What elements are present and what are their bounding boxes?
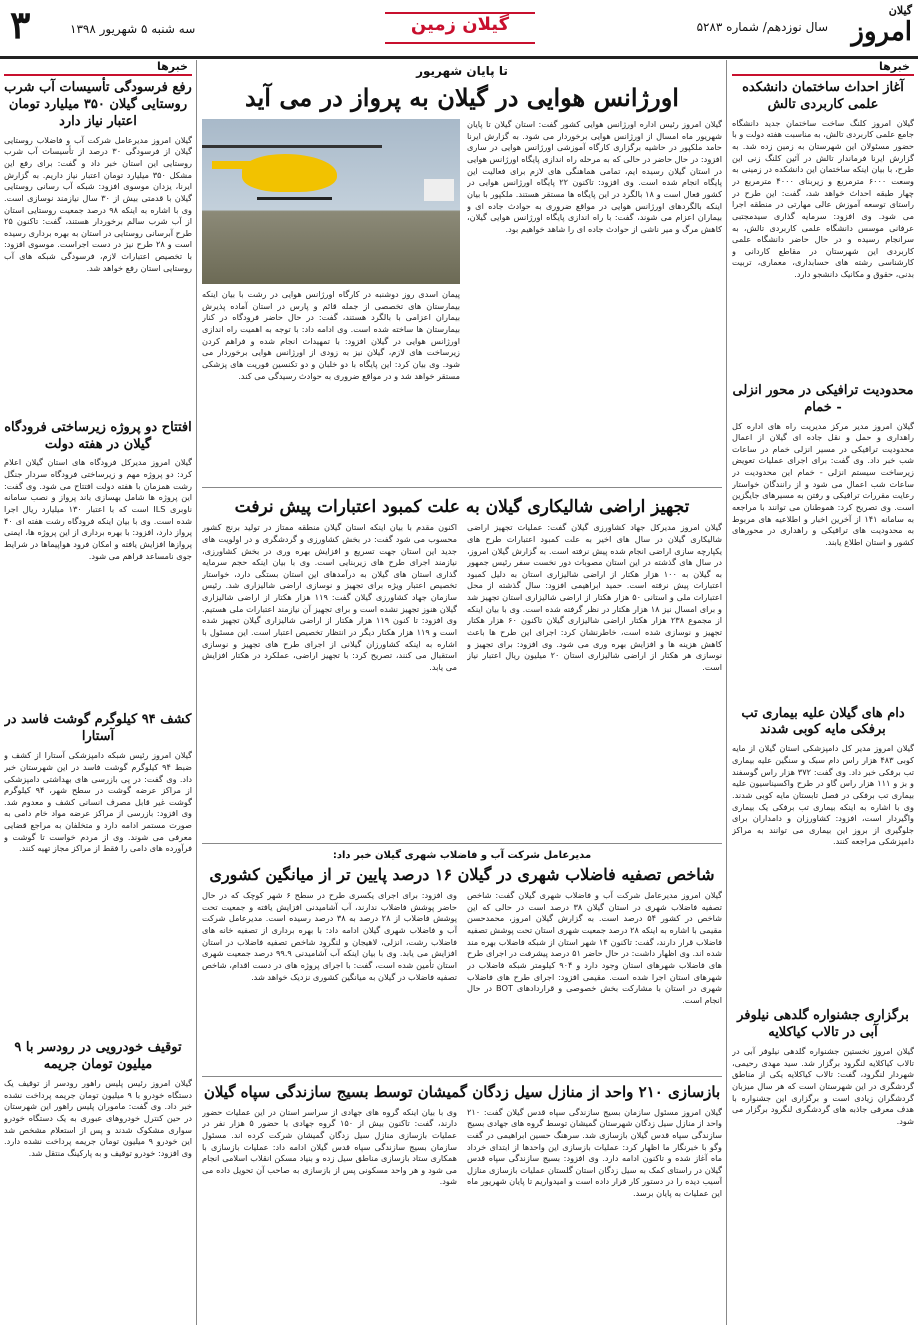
article-kicker: مدیرعامل شرکت آب و فاضلاب شهری گیلان خبر داد:	[332, 850, 592, 862]
article-body: وی با بیان اینکه گروه های جهادی از سراسر استان در این عملیات حضور دارند، گفت: تاکنون بیش از ۱۵۰ گروه جهادی با حضور ۵ هزار نفر در عملیات بازسازی منازل سیل زدگان گمیشان شرکت کرده اند. مسئول سازمان بسیج سازندگی سپاه قدس گیلان ادامه داد: عملیات بازسازی با همکاری ستاد بازسازی مناطق سیل زده و بنیاد مسکن انقلاب اسلامی انجام می شود و هر واحد مسکونی پس از بازسازی به صاحب آن تحویل داده می شود.	[202, 1106, 457, 1187]
article-title: توقیف خودرویی در رودسر با ۹ میلیون تومان جریمه	[14, 1040, 182, 1073]
article-kicker: تا پایان شهریور	[416, 64, 508, 78]
article-title: محدودیت ترافیکی در محور انزلی - خمام	[732, 382, 914, 415]
divider	[202, 843, 722, 844]
rotor-shape	[202, 145, 382, 148]
right-column	[732, 60, 914, 1325]
column-divider-right	[726, 60, 727, 1325]
article-title: رفع فرسودگی تأسیسات آب شرب روستایی گیلان ۳۵۰ میلیارد تومان اعتبار نیاز دارد	[4, 80, 192, 129]
divider	[202, 1076, 722, 1077]
left-column-header: خبرها	[4, 60, 192, 76]
article-body: گیلان امروز نخستین جشنواره گلدهی نیلوفر آبی در تالاب کیاکلایه لنگرود برگزار شد. سید مهدی رحیمی، شهردار لنگرود، گفت: تالاب کیاکلایه یکی از مناطق گردشگری در این شهرستان است که هر سال میزبان گردشگران زیادی است و برگزاری این جشنواره با هدف معرفی جاذبه های گردشگری لنگرود برگزار می شود.	[732, 1046, 914, 1126]
article-body: اکنون مقدم با بیان اینکه استان گیلان منطقه ممتاز در تولید برنج کشور محسوب می شود گفت: در بخش کشاورزی و گردشگری و در اولویت های جدید این استان جهت تسریع و افزایش بهره وری در بخش کشاورزی، نیازمند اجرای طرح های زیربنایی است. وی با بیان اینکه حجم سرمایه گذاری استان های گیلان به درآمدهای این استان بستگی دارد، خواستار تخصیص اعتبار ویژه برای تجهیز و نوسازی اراضی شالیزاری شد. رئیس سازمان جهاد کشاورزی گیلان گفت: ۱۱۹ هزار هکتار از اراضی شالیزاری گیلان هنوز تجهیز نشده است و برای تجهیز آن نیازمند اعتبارات ملی هستیم. وی افزود: تا کنون ۱۱۹ هزار هکتار از اراضی شالیزاری گیلان تجهیز شده است و ۱۱۹ هزار هکتار دیگر در انتظار تخصیص اعتبار است. این مسئول با اشاره به اینکه کشاورزان گیلانی از اجرای طرح های تجهیز و نوسازی استقبال می کنند، تصریح کرد: با تجهیز اراضی، عملکرد در هکتار افزایش می یابد.	[202, 522, 457, 672]
helicopter-body-shape	[242, 154, 337, 192]
issue-date: سه شنبه ۵ شهریور ۱۳۹۸	[70, 22, 196, 36]
article-body: گیلان امروز مدیر مرکز مدیریت راه های اداره کل راهداری و حمل و نقل جاده ای گیلان از اعمال محدودیت ترافیکی در مسیر انزلی خمام در ساعات شب خبر داد. وی گفت: برای اجرای عملیات تعویض زیرساخت سیستم انزلی - خمام این محدودیت در ساعات شب اعمال می شود و از رانندگان خواستار رعایت مقررات ترافیکی و رفتن به مسیرهای جایگزین است. وی تصریح کرد: هموطنان می توانند با مراجعه به سامانه ۱۴۱ از آخرین اخبار و اطلاعیه های مربوط به محدودیت های ترافیکی و راهداری در محورهای کشور و استان اطلاع یابند.	[732, 420, 914, 547]
article-body: گیلان امروز کلنگ ساخت ساختمان جدید دانشگاه جامع علمی کاربردی تالش، به مناسبت هفته دولت و با حضور مسئولان این شهرستان به زمین زده شد. به گزارش ایرنا فرماندار تالش در آئین کلنگ زنی این طرح، با بیان اینکه ساختمان این دانشکده در زمینی به وسعت ۶۰۰۰ مترمربع و زیربنای ۴۰۰۰ مترمربع در چهار طبقه احداث خواهد شد، گفت: این طرح در راستای توسعه آموزش عالی مهارتی در منطقه اجرا می شود. وی افزود: سرمایه گذاری سیدمجتبی عرفانی موسس دانشگاه علمی کاربردی تالش، به سرانجام رسیده و در حال حاضر دانشگاه علمی کاربردی این شهرستان در مقاطع کاردانی و کارشناسی رشته های حسابداری، معماری، تربیت بدنی، حقوق و مکانیک دانشجو دارد.	[732, 117, 914, 280]
lead-headline: اورژانس هوایی در گیلان به پرواز در می آید	[245, 83, 679, 112]
article-title: برگزاری جشنواره گلدهی نیلوفر آبی در تالاب کیاکلایه	[737, 1008, 909, 1041]
article-title: دام های گیلان علیه بیماری تب برفکی مایه کوبی شدند	[741, 705, 905, 738]
article-title: آغاز احداث ساختمان دانشکده علمی کاربردی تالش	[742, 80, 904, 112]
left-column	[4, 60, 192, 1325]
right-column-header: خبرها	[732, 60, 914, 76]
article-body: وی افزود: برای اجرای یکسری طرح در سطح ۶ شهر کوچک که در حال حاضر پوشش فاضلاب ندارند، آب آشامیدنی افزایش یافته و جمعیت تحت پوشش فاضلاب از ۲۸ درصد به ۳۸ درصد رسیده است. مدیرعامل شرکت آب و فاضلاب شهری گیلان ادامه داد: با بهره برداری از تصفیه خانه های فاضلاب رشت، انزلی، لاهیجان و لنگرود شاخص تصفیه فاضلاب در استان افزایش می یابد. وی با بیان اینکه آب آشامیدنی ۹۹.۹ درصد جمعیت شهری استان تأمین شده است، گفت: با اجرای پروژه های در دست اقدام، شاخص تصفیه فاضلاب در گیلان به میانگین کشوری نزدیک خواهد شد.	[202, 890, 457, 982]
center-column	[202, 64, 722, 1326]
article-title: بازسازی ۲۱۰ واحد از منازل سیل زدگان گمیشان توسط بسیج سازندگی سپاه گیلان	[203, 1083, 721, 1102]
page-number: ۳	[10, 2, 31, 47]
logo-text: امروز	[851, 17, 912, 47]
newspaper-logo	[851, 4, 912, 47]
building-shape	[424, 179, 454, 201]
skid-shape	[257, 197, 332, 200]
article-body: گیلان امروز مدیرعامل شرکت آب و فاضلاب شهری گیلان گفت: شاخص تصفیه فاضلاب شهری در استان گیلان ۳۸ درصد است در حالی که این شاخص در کشور ۵۴ درصد است. به گزارش گیلان امروز، محمدحسن مقیمی با اشاره به اینکه ۲۸ درصد جمعیت شهری استان تحت پوشش تصفیه فاضلاب قرار دارند، گفت: تاکنون ۱۴ شهر استان از شبکه فاضلاب بهره مند شده اند. وی اظهار داشت: در حال حاضر ۵۱ درصد پیشرفت در اجرای طرح های فاضلاب شهرهای استان وجود دارد و ۹۰۴ کیلومتر شبکه فاضلاب در شهرهای استان اجرا شده است. مقیمی افزود: اجرای طرح های فاضلاب شهری در استان با مشارکت بخش خصوصی و قراردادهای BOT در حال انجام است.	[467, 890, 722, 1005]
column-divider-left	[196, 60, 197, 1325]
article-body: گیلان امروز رئیس پلیس راهور رودسر از توقیف یک دستگاه خودرو با ۹ میلیون تومان جریمه پرداخت نشده خبر داد. وی گفت: ماموران پلیس راهور این شهرستان در حین کنترل خودروهای عبوری به یک دستگاه خودرو سواری مشکوک شدند و پس از استعلام مشخص شد این خودرو ۹ میلیون تومان جریمه پرداخت نشده دارد. وی افزود: خودرو توقیف و به پارکینگ منتقل شد.	[4, 1078, 192, 1158]
article-title: تجهیز اراضی شالیکاری گیلان به علت کمبود اعتبارات پیش نرفت	[234, 497, 690, 518]
helicopter-photo	[202, 119, 460, 284]
article-title: شاخص تصفیه فاضلاب شهری در گیلان ۱۶ درصد پایین تر از میانگین کشوری	[209, 865, 715, 885]
article-title: افتتاح دو پروژه زیرساختی فرودگاه گیلان در هفته دولت	[4, 419, 192, 452]
section-title: گیلان زمین	[385, 12, 535, 44]
article-body: گیلان امروز رئیس اداره اورژانس هوایی کشور گفت: استان گیلان تا پایان شهریور ماه امسال از اورژانس هوایی برخوردار می شود. به گزارش ایرنا حامد ملکپور در حاشیه برگزاری کارگاه آموزشی اورژانس هوایی در ساری افزود: در حال حاضر در حالی که به مرحله راه اندازی پایگاه اورژانس هوایی در استان گیلان رسیده ایم، تمامی هماهنگی های لازم برای فعالیت این پایگاه انجام شده است. وی افزود: تاکنون ۲۲ پایگاه اورژانس هوایی در کشور فعال است و ۱۸ بالگرد در این پایگاه ها مستقر هستند. ملکپور با بیان اینکه بالگردهای اورژانس هوایی در مواقع ضروری به حوادث جاده ای و بیماران اعزام می شوند، گفت: با راه اندازی پایگاه اورژانس هوایی گیلان، کاهش مرگ و میر ناشی از حوادث جاده ای را شاهد خواهیم بود.	[467, 119, 722, 234]
article-body: گیلان امروز رئیس شبکه دامپزشکی آستارا از کشف و ضبط ۹۴ کیلوگرم گوشت فاسد در این شهرستان خبر داد. وی گفت: در پی بازرسی های بهداشتی دامپزشکی از مراکز عرضه گوشت در سطح شهر، ۹۴ کیلوگرم گوشت غیر قابل مصرف انسانی کشف و معدوم شد. وی افزود: بازرسی از مراکز عرضه مواد خام دامی به صورت مستمر ادامه دارد و متخلفان به مراجع قضایی معرفی می شوند. وی از مردم خواست تا گوشت و فرآورده های دامی را فقط از مراکز مجاز تهیه کنند.	[4, 750, 192, 854]
article-body: گیلان امروز مدیرکل جهاد کشاورزی گیلان گفت: عملیات تجهیز اراضی شالیکاری گیلان در سال های اخیر به علت کمبود اعتبارات طرح های یکپارچه سازی اراضی انجام شده پیش نرفته است. به گزارش گیلان امروز، در سال های گذشته در این استان مصوبات دور نخست سفر رئیس جمهور به گیلان به ۱۰۰ هزار هکتار از اراضی شالیزاری استان به دلیل کمبود اعتبارات پیش نرفته است. حمید ابراهیمی افزود: سال گذشته از محل اعتبارات ملی و استانی ۵۰ هزار هکتار از اراضی شالیزاری استان تجهیز شد و برای امسال نیز ۱۸ هزار هکتار در نظر گرفته شده است. وی با بیان اینکه از مجموع ۲۳۸ هزار هکتار اراضی شالیزاری گیلان تاکنون ۶۰ هزار هکتار تجهیز و نوسازی شده است، خاطرنشان کرد: اجرای این طرح ها باعث کاهش هزینه ها و افزایش بهره وری می شود. وی افزود: برای تجهیز و نوسازی هر هکتار از اراضی شالیزاری استان ۲۰ میلیون ریال اعتبار نیاز است.	[467, 522, 722, 672]
logo-sub: گیلان	[888, 4, 912, 17]
divider	[202, 487, 722, 488]
article-title: کشف ۹۴ کیلوگرم گوشت فاسد در آستارا	[4, 712, 192, 745]
article-body: گیلان امروز مدیرعامل شرکت آب و فاضلاب روستایی گیلان از فرسودگی ۳۰ درصد از تأسیسات آب شرب روستایی این استان خبر داد و گفت: برای رفع این مشکل ۳۵۰ میلیارد تومان اعتبار نیاز داریم. به گزارش ایرنا، یزدان موسوی افزود: شبکه آب رسانی روستایی گیلان با قدمتی بیش از ۳۰ سال نیازمند نوسازی است. وی با اشاره به اینکه ۹۸ درصد جمعیت روستایی استان از آب شرب سالم برخوردار هستند، گفت: تاکنون ۲۵ طرح آبرسانی روستایی در استان به بهره برداری رسیده است و ۲۸ طرح نیز در دست اجراست. موسوی افزود: با تخصیص اعتبارات لازم، فرسودگی شبکه های آب روستایی استان رفع خواهد شد.	[4, 134, 192, 273]
masthead	[0, 0, 918, 59]
issue-number: سال نوزدهم/ شماره ۵۲۸۳	[696, 20, 828, 34]
article-body: گیلان امروز مدیر کل دامپزشکی استان گیلان از مایه کوبی ۴۸۳ هزار راس دام سبک و سنگین علیه بیماری تب برفکی خبر داد. وی گفت: ۳۷۲ هزار راس گوسفند و بز و ۱۱۱ هزار راس گاو در طرح واکسیناسیون علیه بیماری تب برفکی در فصل تابستان مایه کوبی شدند. وی با اشاره به اینکه بیماری تب برفکی یک بیماری واگیردار است، افزود: کشاورزان و دامداران برای جلوگیری از بروز این بیماری می توانند به مراکز دامپزشکی مراجعه کنند.	[732, 743, 914, 847]
article-body: گیلان امروز مسئول سازمان بسیج سازندگی سپاه قدس گیلان گفت: ۲۱۰ واحد از منازل سیل زدگان شهرستان گمیشان توسط گروه های جهادی بسیج سازندگی سپاه قدس گیلان بازسازی شد. سرهنگ حسین ابراهیمی در گفت وگو با خبرنگار ما اظهار کرد: عملیات بازسازی این واحدها از ابتدای خرداد ماه آغاز شده و تاکنون ادامه دارد. وی افزود: بسیج سازندگی سپاه قدس گیلان در راستای کمک به سیل زدگان استان گلستان عملیات بازسازی منازل آسیب دیده را در دستور کار قرار داده است و امیدواریم تا پایان شهریور ماه این عملیات به پایان برسد.	[467, 1106, 722, 1199]
article-body: گیلان امروز مدیرکل فرودگاه های استان گیلان اعلام کرد: دو پروژه مهم و زیرساختی فرودگاه سردار جنگل رشت همزمان با هفته دولت افتتاح می شود. وی گفت: این پروژه ها شامل بهسازی باند پرواز و نصب سامانه ناوبری ILS است که با اعتبار ۱۳۰ میلیارد ریال اجرا شده است. وی با بیان اینکه فرودگاه رشت هفته ای ۴۰ پرواز دارد، افزود: با بهره برداری از این پروژه ها، ایمنی پروازها افزایش یافته و امکان فرود هواپیماها در شرایط جوی نامساعد فراهم می شود.	[4, 457, 192, 561]
article-body: پیمان اسدی روز دوشنبه در کارگاه اورژانس هوایی در رشت با بیان اینکه بیمارستان های تخصصی از جمله قائم و پارس در استان آماده پذیرش بیماران اعزامی با بالگرد هستند، گفت: در حال حاضر فرودگاه در کنار بیمارستان ها ساخته شده است. وی ادامه داد: با توجه به اهمیت راه اندازی اورژانس هوایی در گیلان افزود: با تمهیدات انجام شده و فراهم کردن زیرساخت های لازم، گیلان نیز به زودی از اورژانس هوایی برخوردار می شود. وی بیان کرد: این پایگاه با دو خلبان و دو تکنسین فوریت های پزشکی مستقر خواهد شد و در مواقع ضروری به حوادث رسیدگی می کند.	[202, 289, 460, 381]
